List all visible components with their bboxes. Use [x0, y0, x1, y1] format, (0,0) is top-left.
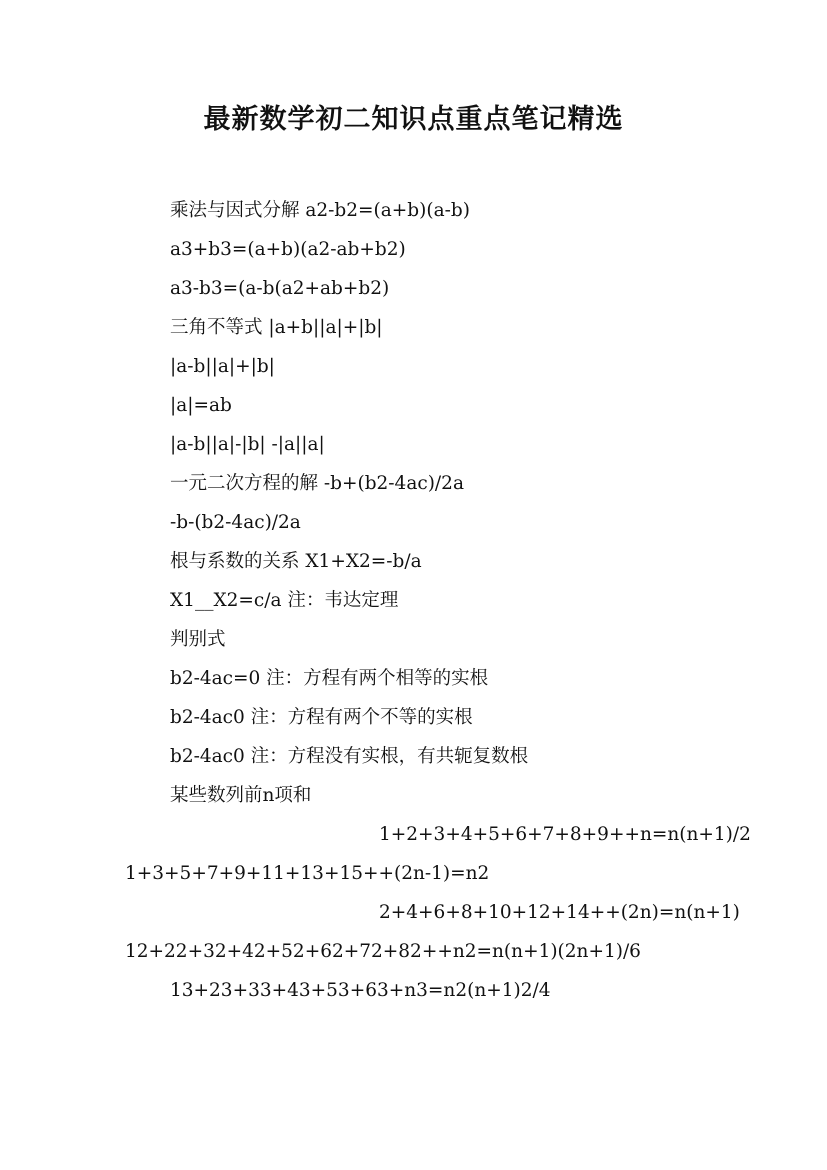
text-line-series-heading: 某些数列前n项和: [170, 785, 312, 806]
text-line-series-odd: 1+3+5+7+9+11+13+15++(2n-1)=n2: [125, 863, 490, 884]
text-line-difference-of-cubes: a3-b3=(a-b(a2+ab+b2): [170, 278, 390, 299]
text-line-triangle-inequality: 三角不等式 |a+b||a|+|b|: [170, 317, 383, 338]
text-line-factorization: 乘法与因式分解 a2-b2=(a+b)(a-b): [170, 200, 470, 221]
text-line-vieta-product: X1__X2=c/a 注：韦达定理: [170, 590, 399, 611]
text-line-inequality-2: |a-b||a|+|b|: [170, 356, 275, 377]
text-line-quadratic-solution-2: -b-(b2-4ac)/2a: [170, 512, 301, 533]
text-line-inequality-4: |a-b||a|-|b| -|a||a|: [170, 434, 325, 455]
text-line-discriminant-negative: b2-4ac0 注：方程没有实根，有共轭复数根: [170, 746, 529, 767]
text-line-discriminant-zero: b2-4ac=0 注：方程有两个相等的实根: [170, 668, 489, 689]
text-line-discriminant-positive: b2-4ac0 注：方程有两个不等的实根: [170, 707, 473, 728]
text-line-series-cubes: 13+23+33+43+53+63+n3=n2(n+1)2/4: [170, 980, 551, 1001]
text-line-discriminant-heading: 判别式: [170, 629, 226, 650]
text-line-series-squares: 12+22+32+42+52+62+72+82++n2=n(n+1)(2n+1)/6: [125, 941, 641, 962]
text-line-series-even: 2+4+6+8+10+12+14++(2n)=n(n+1): [379, 902, 740, 923]
text-line-sum-of-cubes: a3+b3=(a+b)(a2-ab+b2): [170, 239, 406, 260]
text-line-inequality-3: |a|=ab: [170, 395, 232, 416]
document-title: 最新数学初二知识点重点笔记精选: [203, 104, 624, 135]
text-line-vieta-sum: 根与系数的关系 X1+X2=-b/a: [170, 551, 422, 572]
text-line-series-natural: 1+2+3+4+5+6+7+8+9++n=n(n+1)/2: [379, 824, 751, 845]
text-line-quadratic-solution: 一元二次方程的解 -b+(b2-4ac)/2a: [170, 473, 464, 494]
